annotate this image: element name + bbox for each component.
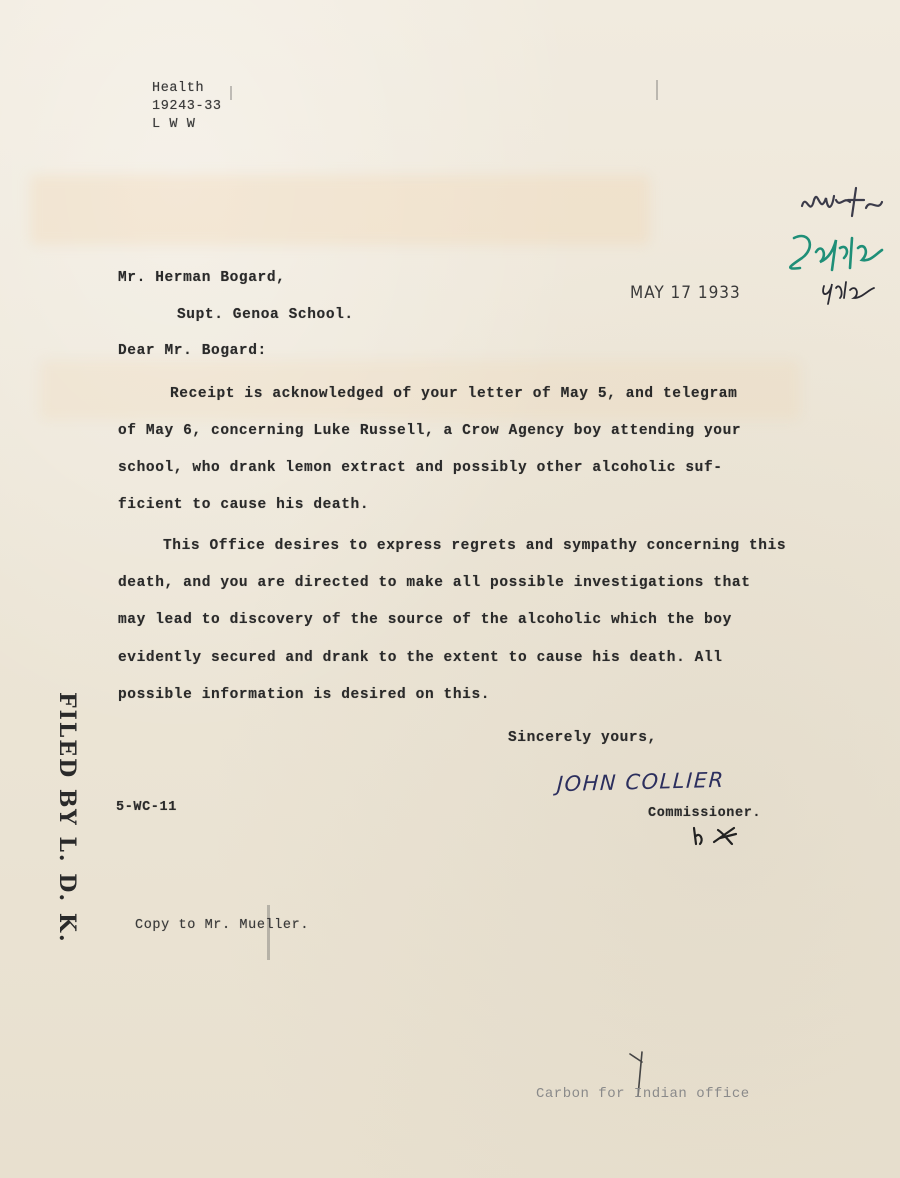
signatory-position: Commissioner. (648, 806, 762, 821)
body-line: school, who drank lemon extract and possibly other alcoholic suf- (118, 460, 723, 476)
addressee-name: Mr. Herman Bogard, (118, 270, 286, 286)
carbon-note: Carbon for Indian office (536, 1086, 750, 1102)
copy-note: Copy to Mr. Mueller. (135, 918, 310, 933)
handwritten-notes-icon (780, 178, 890, 308)
reference-number: 19243-33 (152, 99, 222, 114)
reference-initials: L W W (152, 117, 196, 132)
signature-stamp: JOHN COLLIER (556, 767, 726, 797)
date-stamp: MAY 17 1933 (630, 283, 741, 303)
body-line: possible information is desired on this. (118, 687, 491, 703)
body-line: of May 6, concerning Luke Russell, a Crow Agency boy attending your (118, 423, 742, 439)
paper-crease (656, 80, 658, 100)
paper-crease (230, 86, 232, 100)
body-line: death, and you are directed to make all possible investigations that (118, 575, 751, 591)
sign-off: Sincerely yours, (508, 730, 657, 746)
filed-stamp: FILED BY L. D. K. (54, 692, 80, 944)
body-line: may lead to discovery of the source of the alcoholic which the boy (118, 612, 732, 628)
salutation: Dear Mr. Bogard: (118, 343, 267, 359)
body-line: evidently secured and drank to the extent to cause his death. All (118, 650, 723, 666)
body-line: This Office desires to express regrets and sympathy concerning this (163, 538, 787, 554)
file-code: 5-WC-11 (116, 800, 177, 815)
addressee-title: Supt. Genoa School. (177, 307, 354, 323)
initials-mark-icon (690, 822, 750, 852)
paper-stain (30, 175, 650, 245)
reference-block (152, 80, 222, 134)
body-line: Receipt is acknowledged of your letter of May 5, and telegram (170, 386, 738, 402)
body-line: ficient to cause his death. (118, 497, 370, 513)
reference-department: Health (152, 81, 205, 96)
